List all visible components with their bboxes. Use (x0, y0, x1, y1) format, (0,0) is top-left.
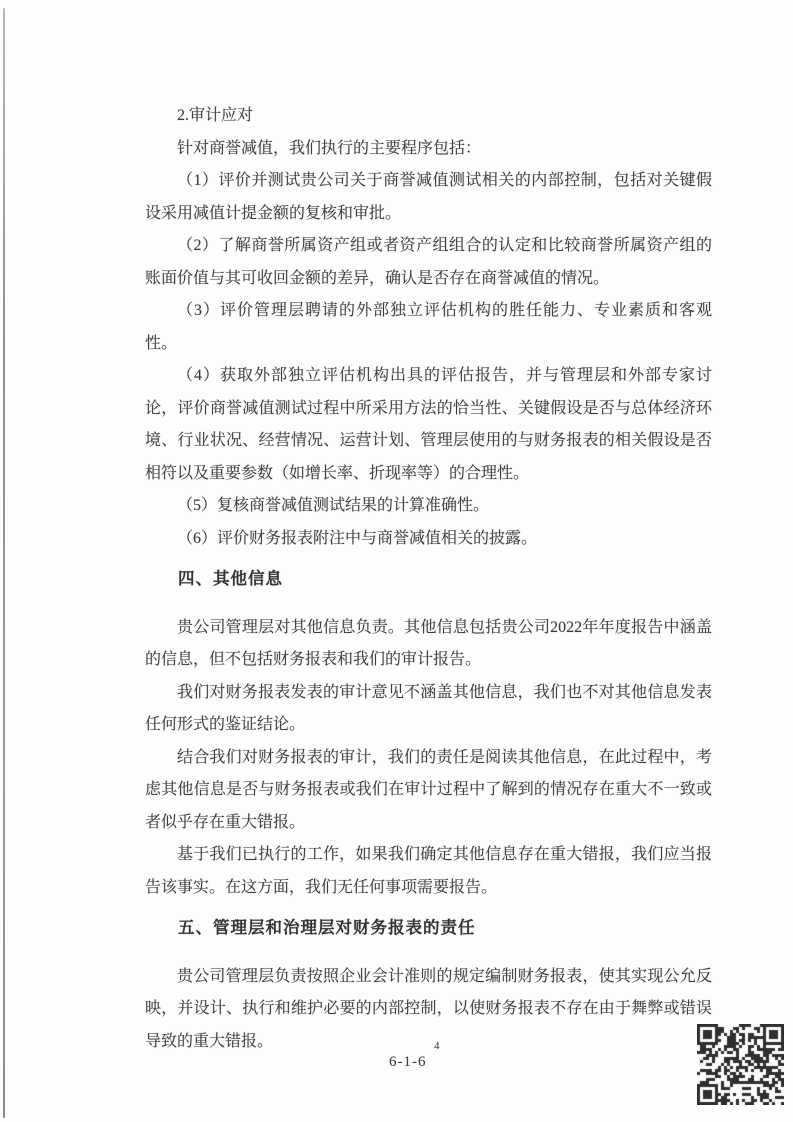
qr-code (697, 1024, 784, 1105)
procedure-item-4: （4）获取外部独立评估机构出具的评估报告，并与管理层和外部专家讨论，评价商誉减值测试过程中所采用方法的恰当性、关键假设是否与总体经济环境、行业状况、经营情况、运营计划、管理层使用的与财务报表的相关假设是否相符以及重要参数（如增长率、折现率等）的合理性。 (145, 367, 712, 482)
other-info-para-1: 贵公司管理层对其他信息负责。其他信息包括贵公司2022年年度报告中涵盖的信息，但不包括财务报表和我们的审计报告。 (145, 618, 712, 668)
procedure-item-2: （2）了解商誉所属资产组或者资产组组合的认定和比较商誉所属资产组的账面价值与其可收回金额的差异，确认是否存在商誉减值的情况。 (145, 237, 712, 287)
procedure-item-1: （1）评价并测试贵公司关于商誉减值测试相关的内部控制，包括对关键假设采用减值计提金额的复核和审批。 (145, 172, 712, 222)
procedure-item-6: （6）评价财务报表附注中与商誉减值相关的披露。 (177, 529, 538, 547)
responsibility-para-1: 贵公司管理层负责按照企业会计准则的规定编制财务报表，使其实现公允反映，并设计、执行和维护必要的内部控制，以使财务报表不存在由于舞弊或错误导致的重大错报。 (145, 967, 712, 1050)
scan-edge-shadow (3, 8, 5, 1118)
other-info-para-3: 结合我们对财务报表的审计，我们的责任是阅读其他信息，在此过程中，考虑其他信息是否与财务报表或我们在审计过程中了解到的情况存在重大不一致或者似乎存在重大错报。 (145, 748, 712, 831)
section-heading-management-responsibility: 五、管理层和治理层对财务报表的责任 (178, 918, 476, 937)
page-number: 4 (434, 1040, 440, 1052)
other-info-para-4: 基于我们已执行的工作，如果我们确定其他信息存在重大错报，我们应当报告该事实。在这方面，我们无任何事项需要报告。 (145, 846, 712, 896)
document-code: 6-1-6 (389, 1054, 427, 1070)
audit-procedures-intro: 针对商誉减值，我们执行的主要程序包括： (177, 139, 482, 157)
audit-report-body (145, 100, 712, 1058)
section-heading-other-information: 四、其他信息 (178, 569, 283, 588)
other-info-para-2: 我们对财务报表发表的审计意见不涵盖其他信息，我们也不对其他信息发表任何形式的鉴证结论。 (145, 683, 712, 733)
audit-response-title: 2.审计应对 (177, 107, 254, 124)
procedure-item-3: （3）评价管理层聘请的外部独立评估机构的胜任能力、专业素质和客观性。 (145, 302, 712, 352)
procedure-item-5: （5）复核商誉减值测试结果的计算准确性。 (177, 497, 490, 514)
